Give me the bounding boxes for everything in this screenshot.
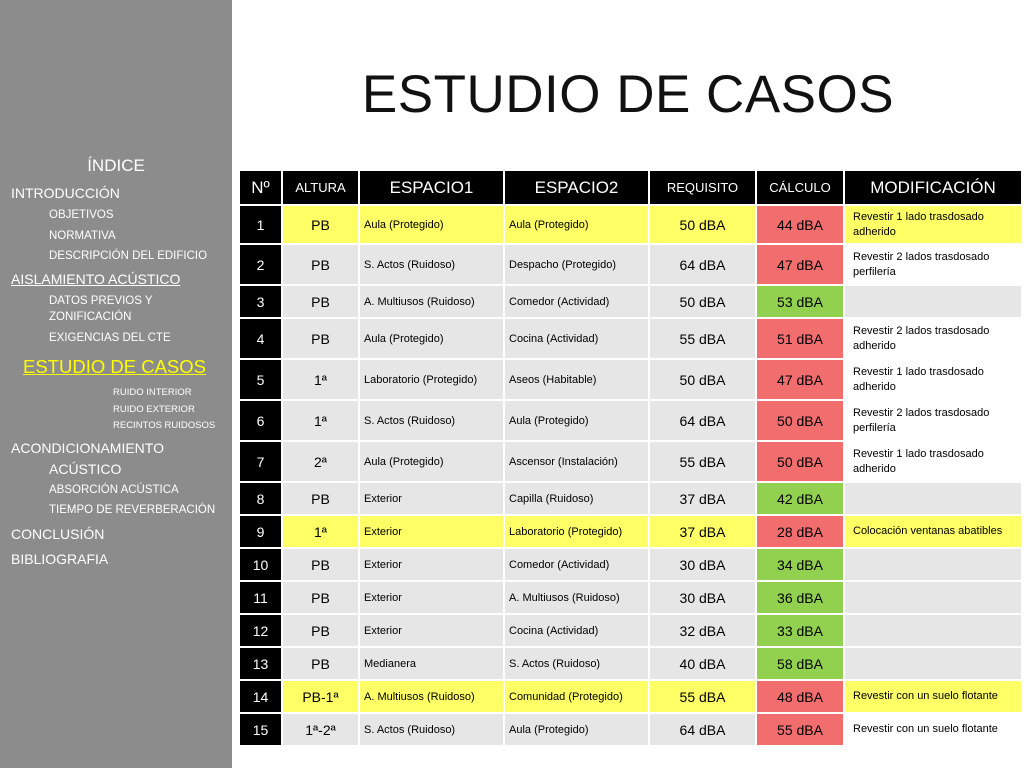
cell-espacio2: Aula (Protegido) [505,401,648,440]
cell-requisito: 40 dBA [650,648,755,679]
index-title: ÍNDICE [87,156,145,175]
page-title: ESTUDIO DE CASOS [361,65,895,124]
nav-datos-previos[interactable]: DATOS PREVIOS Y [49,295,153,307]
cell-calculo: 44 dBA [757,206,843,243]
cell-altura: PB [283,319,358,358]
cell-altura: 2ª [283,442,358,481]
table-row [240,245,1021,284]
cell-requisito: 37 dBA [650,516,755,547]
cell-espacio2: Cocina (Actividad) [505,615,648,646]
cases-table [238,169,1023,747]
table-row [240,442,1021,481]
cell-espacio2: S. Actos (Ruidoso) [505,648,648,679]
col-header-espacio1: ESPACIO1 [360,171,503,204]
nav-absorcion-acustica[interactable]: ABSORCIÓN ACÚSTICA [49,484,179,496]
cell-calculo: 50 dBA [757,442,843,481]
cell-num: 9 [240,516,281,547]
cell-calculo: 47 dBA [757,245,843,284]
cell-num: 6 [240,401,281,440]
nav-ruido-interior[interactable]: RUIDO INTERIOR [113,387,192,398]
cell-requisito: 55 dBA [650,442,755,481]
nav-acondicionamiento[interactable]: ACONDICIONAMIENTO [11,440,164,456]
nav-exigencias-cte[interactable]: EXIGENCIAS DEL CTE [49,332,171,344]
cell-requisito: 55 dBA [650,319,755,358]
cell-altura: PB [283,206,358,243]
col-header-altura: ALTURA [283,171,358,204]
cell-espacio1: Exterior [360,483,503,514]
cell-num: 10 [240,549,281,580]
cell-calculo: 50 dBA [757,401,843,440]
nav-descripcion-edificio[interactable]: DESCRIPCIÓN DEL EDIFICIO [49,250,208,262]
table-row [240,360,1021,399]
cell-num: 2 [240,245,281,284]
cell-espacio1: A. Multiusos (Ruidoso) [360,286,503,317]
cell-requisito: 50 dBA [650,360,755,399]
cell-calculo: 55 dBA [757,714,843,745]
nav-estudio-de-casos[interactable]: ESTUDIO DE CASOS [23,356,206,377]
col-header-espacio2: ESPACIO2 [505,171,648,204]
cell-calculo: 58 dBA [757,648,843,679]
cell-espacio2: Comedor (Actividad) [505,549,648,580]
cell-espacio2: Comedor (Actividad) [505,286,648,317]
cell-num: 1 [240,206,281,243]
nav-datos-previos-cont[interactable]: ZONIFICACIÓN [49,311,132,323]
cell-espacio2: Ascensor (Instalación) [505,442,648,481]
cell-calculo: 51 dBA [757,319,843,358]
cell-altura: PB [283,245,358,284]
col-header-num: Nº [240,171,281,204]
cell-espacio1: S. Actos (Ruidoso) [360,401,503,440]
cell-modificacion: Revestir 2 lados trasdosado perfilería [845,245,1021,284]
cell-altura: 1ª-2ª [283,714,358,745]
cell-num: 4 [240,319,281,358]
cell-calculo: 47 dBA [757,360,843,399]
cell-requisito: 64 dBA [650,245,755,284]
cell-espacio2: Aula (Protegido) [505,206,648,243]
nav-tiempo-reverberacion[interactable]: TIEMPO DE REVERBERACIÓN [49,504,216,516]
nav-ruido-exterior[interactable]: RUIDO EXTERIOR [113,404,195,415]
cell-modificacion: Revestir con un suelo flotante [845,714,1021,745]
nav-objetivos[interactable]: OBJETIVOS [49,209,114,221]
cell-espacio1: Exterior [360,582,503,613]
cell-espacio1: Exterior [360,516,503,547]
cell-espacio2: Laboratorio (Protegido) [505,516,648,547]
cell-espacio1: Exterior [360,615,503,646]
cell-calculo: 28 dBA [757,516,843,547]
nav-bibliografia[interactable]: BIBLIOGRAFIA [11,551,109,567]
cell-modificacion [845,615,1021,646]
col-header-modificacion: MODIFICACIÓN [845,171,1021,204]
cell-modificacion: Revestir 1 lado trasdosado adherido [845,442,1021,481]
cell-modificacion: Revestir 2 lados trasdosado perfilería [845,401,1021,440]
table-row [240,648,1021,679]
table-row [240,401,1021,440]
cell-modificacion [845,582,1021,613]
cell-num: 8 [240,483,281,514]
cell-modificacion [845,549,1021,580]
cell-requisito: 30 dBA [650,582,755,613]
cell-num: 3 [240,286,281,317]
nav-introduccion[interactable]: INTRODUCCIÓN [11,185,120,201]
cell-espacio1: S. Actos (Ruidoso) [360,245,503,284]
table-row [240,286,1021,317]
cell-altura: PB [283,582,358,613]
cell-requisito: 50 dBA [650,286,755,317]
cell-num: 11 [240,582,281,613]
cell-num: 13 [240,648,281,679]
cell-requisito: 55 dBA [650,681,755,712]
cell-modificacion: Revestir 2 lados trasdosado adherido [845,319,1021,358]
nav-aislamiento-acustico[interactable]: AISLAMIENTO ACÚSTICO [11,271,181,287]
cell-espacio1: Laboratorio (Protegido) [360,360,503,399]
cell-num: 14 [240,681,281,712]
cell-espacio1: Exterior [360,549,503,580]
table-row [240,681,1021,712]
cell-altura: 1ª [283,401,358,440]
table-row [240,483,1021,514]
table-row [240,714,1021,745]
table-header-row [240,171,1021,204]
cell-modificacion: Revestir 1 lado trasdosado adherido [845,206,1021,243]
cell-espacio2: Cocina (Actividad) [505,319,648,358]
cell-espacio2: Capilla (Ruidoso) [505,483,648,514]
nav-recintos-ruidosos[interactable]: RECINTOS RUIDOSOS [113,420,216,431]
cell-calculo: 42 dBA [757,483,843,514]
cell-requisito: 32 dBA [650,615,755,646]
cell-requisito: 37 dBA [650,483,755,514]
cell-espacio1: S. Actos (Ruidoso) [360,714,503,745]
cell-requisito: 64 dBA [650,401,755,440]
cell-altura: PB [283,483,358,514]
sidebar [0,0,232,768]
cell-espacio2: A. Multiusos (Ruidoso) [505,582,648,613]
cell-calculo: 34 dBA [757,549,843,580]
cell-modificacion [845,286,1021,317]
cell-num: 12 [240,615,281,646]
cell-altura: PB [283,615,358,646]
nav-normativa[interactable]: NORMATIVA [49,230,116,242]
cell-modificacion: Revestir con un suelo flotante [845,681,1021,712]
cell-calculo: 33 dBA [757,615,843,646]
cell-espacio2: Aseos (Habitable) [505,360,648,399]
cell-espacio2: Despacho (Protegido) [505,245,648,284]
cell-altura: 1ª [283,360,358,399]
nav-conclusion[interactable]: CONCLUSIÓN [11,526,105,542]
cell-num: 5 [240,360,281,399]
cell-altura: PB-1ª [283,681,358,712]
table-row [240,615,1021,646]
cell-calculo: 48 dBA [757,681,843,712]
nav-acondicionamiento-cont[interactable]: ACÚSTICO [49,461,122,477]
cell-altura: PB [283,648,358,679]
cell-altura: PB [283,549,358,580]
cell-calculo: 36 dBA [757,582,843,613]
cell-espacio1: Medianera [360,648,503,679]
table-row [240,582,1021,613]
cell-num: 15 [240,714,281,745]
table-row [240,206,1021,243]
cell-calculo: 53 dBA [757,286,843,317]
cell-espacio1: A. Multiusos (Ruidoso) [360,681,503,712]
cell-altura: 1ª [283,516,358,547]
cell-espacio1: Aula (Protegido) [360,206,503,243]
col-header-requisito: REQUISITO [650,171,755,204]
cell-espacio2: Comunidad (Protegido) [505,681,648,712]
cell-espacio2: Aula (Protegido) [505,714,648,745]
cell-altura: PB [283,286,358,317]
cell-modificacion: Colocación ventanas abatibles [845,516,1021,547]
cell-num: 7 [240,442,281,481]
col-header-calculo: CÁLCULO [757,171,843,204]
cell-requisito: 64 dBA [650,714,755,745]
cell-modificacion [845,483,1021,514]
table-row [240,516,1021,547]
cell-requisito: 50 dBA [650,206,755,243]
table-row [240,319,1021,358]
cell-modificacion [845,648,1021,679]
cell-espacio1: Aula (Protegido) [360,319,503,358]
table-row [240,549,1021,580]
cell-espacio1: Aula (Protegido) [360,442,503,481]
cell-modificacion: Revestir 1 lado trasdosado adherido [845,360,1021,399]
cell-requisito: 30 dBA [650,549,755,580]
